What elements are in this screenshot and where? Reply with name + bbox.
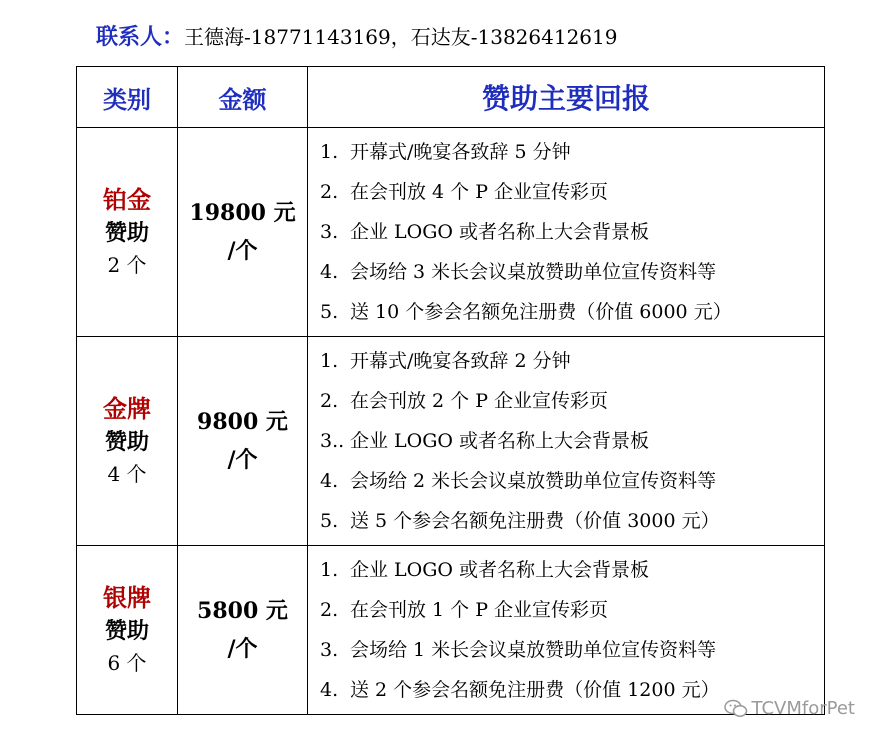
tier-count: 4 个 bbox=[107, 462, 147, 486]
amount-unit: /个 bbox=[227, 238, 258, 264]
tier-benefits bbox=[308, 546, 825, 715]
benefit-item: 1. 开幕式/晚宴各致辞 5 分钟 bbox=[320, 141, 571, 163]
header-amount: 金额 bbox=[178, 67, 308, 128]
header-category: 类别 bbox=[77, 67, 178, 128]
header-benefits: 赞助主要回报 bbox=[308, 67, 825, 128]
benefit-item: 5. 送 10 个参会名额免注册费（价值 6000 元） bbox=[320, 301, 732, 323]
wechat-icon bbox=[724, 699, 748, 719]
tier-row-gold bbox=[77, 337, 825, 546]
tier-category bbox=[77, 128, 178, 337]
watermark-text: TCVMforPet bbox=[751, 698, 855, 719]
benefit-item: 4. 会场给 3 米长会议桌放赞助单位宣传资料等 bbox=[320, 261, 717, 283]
amount-value: 19800 元 bbox=[189, 200, 296, 226]
benefit-item: 2. 在会刊放 1 个 P 企业宣传彩页 bbox=[320, 599, 609, 621]
tier-row-platinum bbox=[77, 128, 825, 337]
tier-count: 6 个 bbox=[107, 651, 147, 675]
watermark bbox=[724, 694, 855, 724]
benefit-item: 4. 会场给 2 米长会议桌放赞助单位宣传资料等 bbox=[320, 470, 717, 492]
tier-amount bbox=[178, 337, 308, 546]
tier-row-silver bbox=[77, 546, 825, 715]
header-row bbox=[77, 67, 825, 128]
benefit-item: 1. 开幕式/晚宴各致辞 2 分钟 bbox=[320, 350, 571, 372]
contact-label: 联系人： bbox=[96, 25, 185, 50]
amount-value: 9800 元 bbox=[197, 409, 288, 435]
benefit-item: 1. 企业 LOGO 或者名称上大会背景板 bbox=[320, 559, 650, 581]
tier-category bbox=[77, 546, 178, 715]
tier-benefits bbox=[308, 337, 825, 546]
benefit-item: 3.. 企业 LOGO 或者名称上大会背景板 bbox=[320, 430, 650, 452]
benefit-item: 4. 送 2 个参会名额免注册费（价值 1200 元） bbox=[320, 679, 720, 701]
benefit-item: 3. 企业 LOGO 或者名称上大会背景板 bbox=[320, 221, 650, 243]
tier-sponsor-word: 赞助 bbox=[104, 221, 149, 246]
amount-value: 5800 元 bbox=[197, 598, 288, 624]
benefit-item: 3. 会场给 1 米长会议桌放赞助单位宣传资料等 bbox=[320, 639, 717, 661]
benefit-item: 5. 送 5 个参会名额免注册费（价值 3000 元） bbox=[320, 510, 720, 532]
amount-unit: /个 bbox=[227, 447, 258, 473]
tier-count: 2 个 bbox=[107, 253, 147, 277]
tier-amount bbox=[178, 546, 308, 715]
tier-amount bbox=[178, 128, 308, 337]
amount-unit: /个 bbox=[227, 636, 258, 662]
benefit-item: 2. 在会刊放 2 个 P 企业宣传彩页 bbox=[320, 390, 609, 412]
tier-category bbox=[77, 337, 178, 546]
tier-benefits bbox=[308, 128, 825, 337]
tier-sponsor-word: 赞助 bbox=[104, 619, 149, 644]
benefit-item: 2. 在会刊放 4 个 P 企业宣传彩页 bbox=[320, 181, 609, 203]
sponsorship-table bbox=[76, 66, 825, 715]
contact-line bbox=[96, 20, 617, 54]
contact-text: 王德海-18771143169，石达友-13826412619 bbox=[184, 25, 618, 49]
tier-level: 银牌 bbox=[103, 584, 151, 612]
tier-level: 金牌 bbox=[103, 395, 151, 423]
tier-sponsor-word: 赞助 bbox=[104, 430, 149, 455]
tier-level: 铂金 bbox=[103, 186, 151, 214]
